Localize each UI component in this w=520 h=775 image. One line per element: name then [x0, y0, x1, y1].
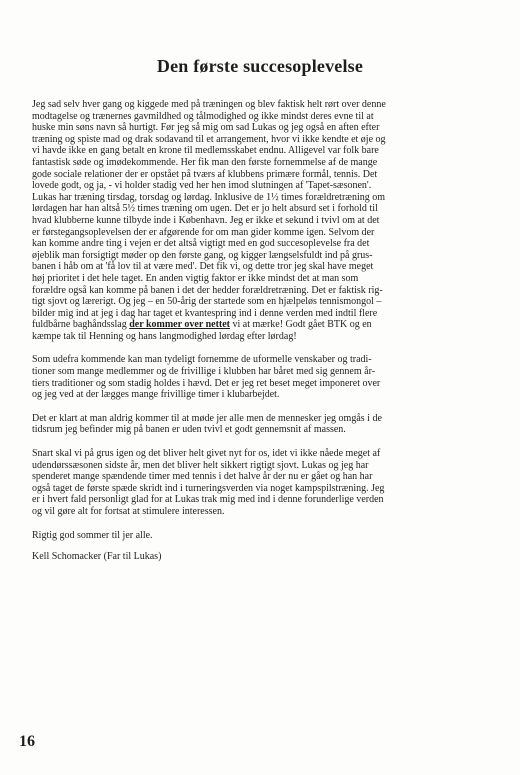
text-line: kan komme andre ting i vejen er det altså vigtigt med en god succesoplevelse fra det — [32, 238, 370, 250]
paragraph — [32, 448, 490, 518]
text-line: Det er klart at man aldrig kommer til at møde jer alle men de mennesker jeg omgås i de — [32, 412, 382, 424]
text-line: også taget de første spæde skridt ind i turneringsverden via noget kampspilstræning. Jeg — [32, 482, 385, 494]
text-line: er i hvert fald personligt glad for at Lukas trak mig med ind i denne forunderlige verden — [32, 494, 384, 506]
text-line: fuldbårne baghåndsslag der kommer over nettet vi at mærke! Godt gået BTK og en — [32, 319, 372, 331]
text-line: fantastisk søde og imødekommende. Her fik man den første fornemmelse af de mange — [32, 156, 378, 168]
paragraph — [32, 530, 490, 542]
paragraph — [32, 413, 490, 436]
text-line: kæmpe tak til Henning og hans langmodighed lørdag efter lørdag! — [32, 330, 297, 342]
text-line: øjeblik man forsigtigt møder op den første gang, og kigger længselsfuldt ind på grus- — [32, 249, 373, 261]
text-line: tioner som mange medlemmer og de frivillige i klubben har båret med sig gennem år- — [32, 366, 376, 378]
text-line: gode sociale relationer der er opstået på tværs af klubbens primære formål, tennis. Det — [32, 168, 378, 180]
text-line: er førstegangsoplevelsen der er afgørende for om man gider komme igen. Selvom der — [32, 226, 375, 238]
text-line: Jeg sad selv hver gang og kiggede med på træningen og blev faktisk helt rørt over denne — [32, 99, 386, 110]
text-line: forældre også kan komme på banen i det der hedder forældretræning. Det er faktisk rig- — [32, 284, 383, 296]
article-title: Den første succesoplevelse — [156, 56, 364, 76]
text-line: Kell Schomacker (Far til Lukas) — [32, 551, 162, 563]
text-line: Rigtig god sommer til jer alle. — [32, 529, 153, 541]
page-number: 16 — [19, 733, 35, 750]
text-line: modtagelse og trænernes gavmildhed og tålmodighed og ikke mindst deres evne til at — [32, 110, 374, 122]
underlined-phrase: der kommer over nettet — [129, 319, 231, 331]
text-line: udendørssæsonen sidste år, men det bliver helt sikkert rigtigt sjovt. Lukas og jeg har — [32, 459, 369, 471]
text-line: og jeg ved at der lægges mange frivillige timer i klubarbejdet. — [32, 389, 280, 401]
paragraph — [32, 99, 490, 342]
paragraph — [32, 551, 490, 563]
text-line: banen i håb om at 'få lov til at være med'. Det fik vi, og dette tror jeg skal have meget — [32, 261, 374, 273]
paragraph — [32, 354, 490, 400]
text-line: vi havde ikke en gang betalt en krone til medlemsskabet endnu. Alligevel var folk bare — [32, 145, 379, 157]
text-line: tiers traditioner og som stadig holdes i hævd. Det er jeg ret beset meget imponeret over — [32, 377, 381, 389]
text-line: Snart skal vi på grus igen og det bliver helt givet nyt for os, idet vi ikke nåede meget af — [32, 448, 381, 460]
text-line: træning og spiste mad og drak sodavand til et arrangement, hvor vi ikke kendte et øje og — [32, 133, 386, 145]
text-line: bilder mig ind at jeg i dag har taget et kvantespring ind i denne verden med indtil flere — [32, 307, 378, 319]
article-body — [32, 99, 490, 573]
text-line: Som udefra kommende kan man tydeligt fornemme de uformelle venskaber og tradi- — [32, 354, 372, 366]
text-line: høj prioritet i det hele taget. En anden vigtig faktor er ikke mindst det at man som — [32, 272, 359, 284]
text-line: lovede godt, og ja, - vi holder stadig ved her hen imod slutningen af 'Tapet-sæsonen'. — [32, 180, 372, 192]
text-line: huske min søns navn så hurtigt. Før jeg så mig om sad Lukas og jeg også en aften efter — [32, 122, 380, 134]
text-line: Lukas har træning tirsdag, torsdag og lørdag. Inklusive de 1½ times forældretræning om — [32, 191, 385, 203]
text-line: lørdagen har han altså 5½ times træning om ugen. Det er jo helt absurd set i forhold til — [32, 203, 378, 215]
text-line: og vil gøre alt for fortsat at stimulere interessen. — [32, 506, 225, 517]
text-line: hvad klubberne kunne tilbyde inde i København. Jeg er ikke et sekund i tvivl om at det — [32, 214, 380, 226]
text-line: tidsrum jeg befinder mig på banen er uden tvivl et godt gennemsnit af massen. — [32, 424, 346, 436]
text-line: spenderet mange spændende timer med tennis i det halve år der nu er gået og han har — [32, 471, 373, 483]
text-line: tigt sjovt og lærerigt. Og jeg – en 50-årig der startede som en hjælpeløs tennismongol – — [32, 296, 382, 308]
